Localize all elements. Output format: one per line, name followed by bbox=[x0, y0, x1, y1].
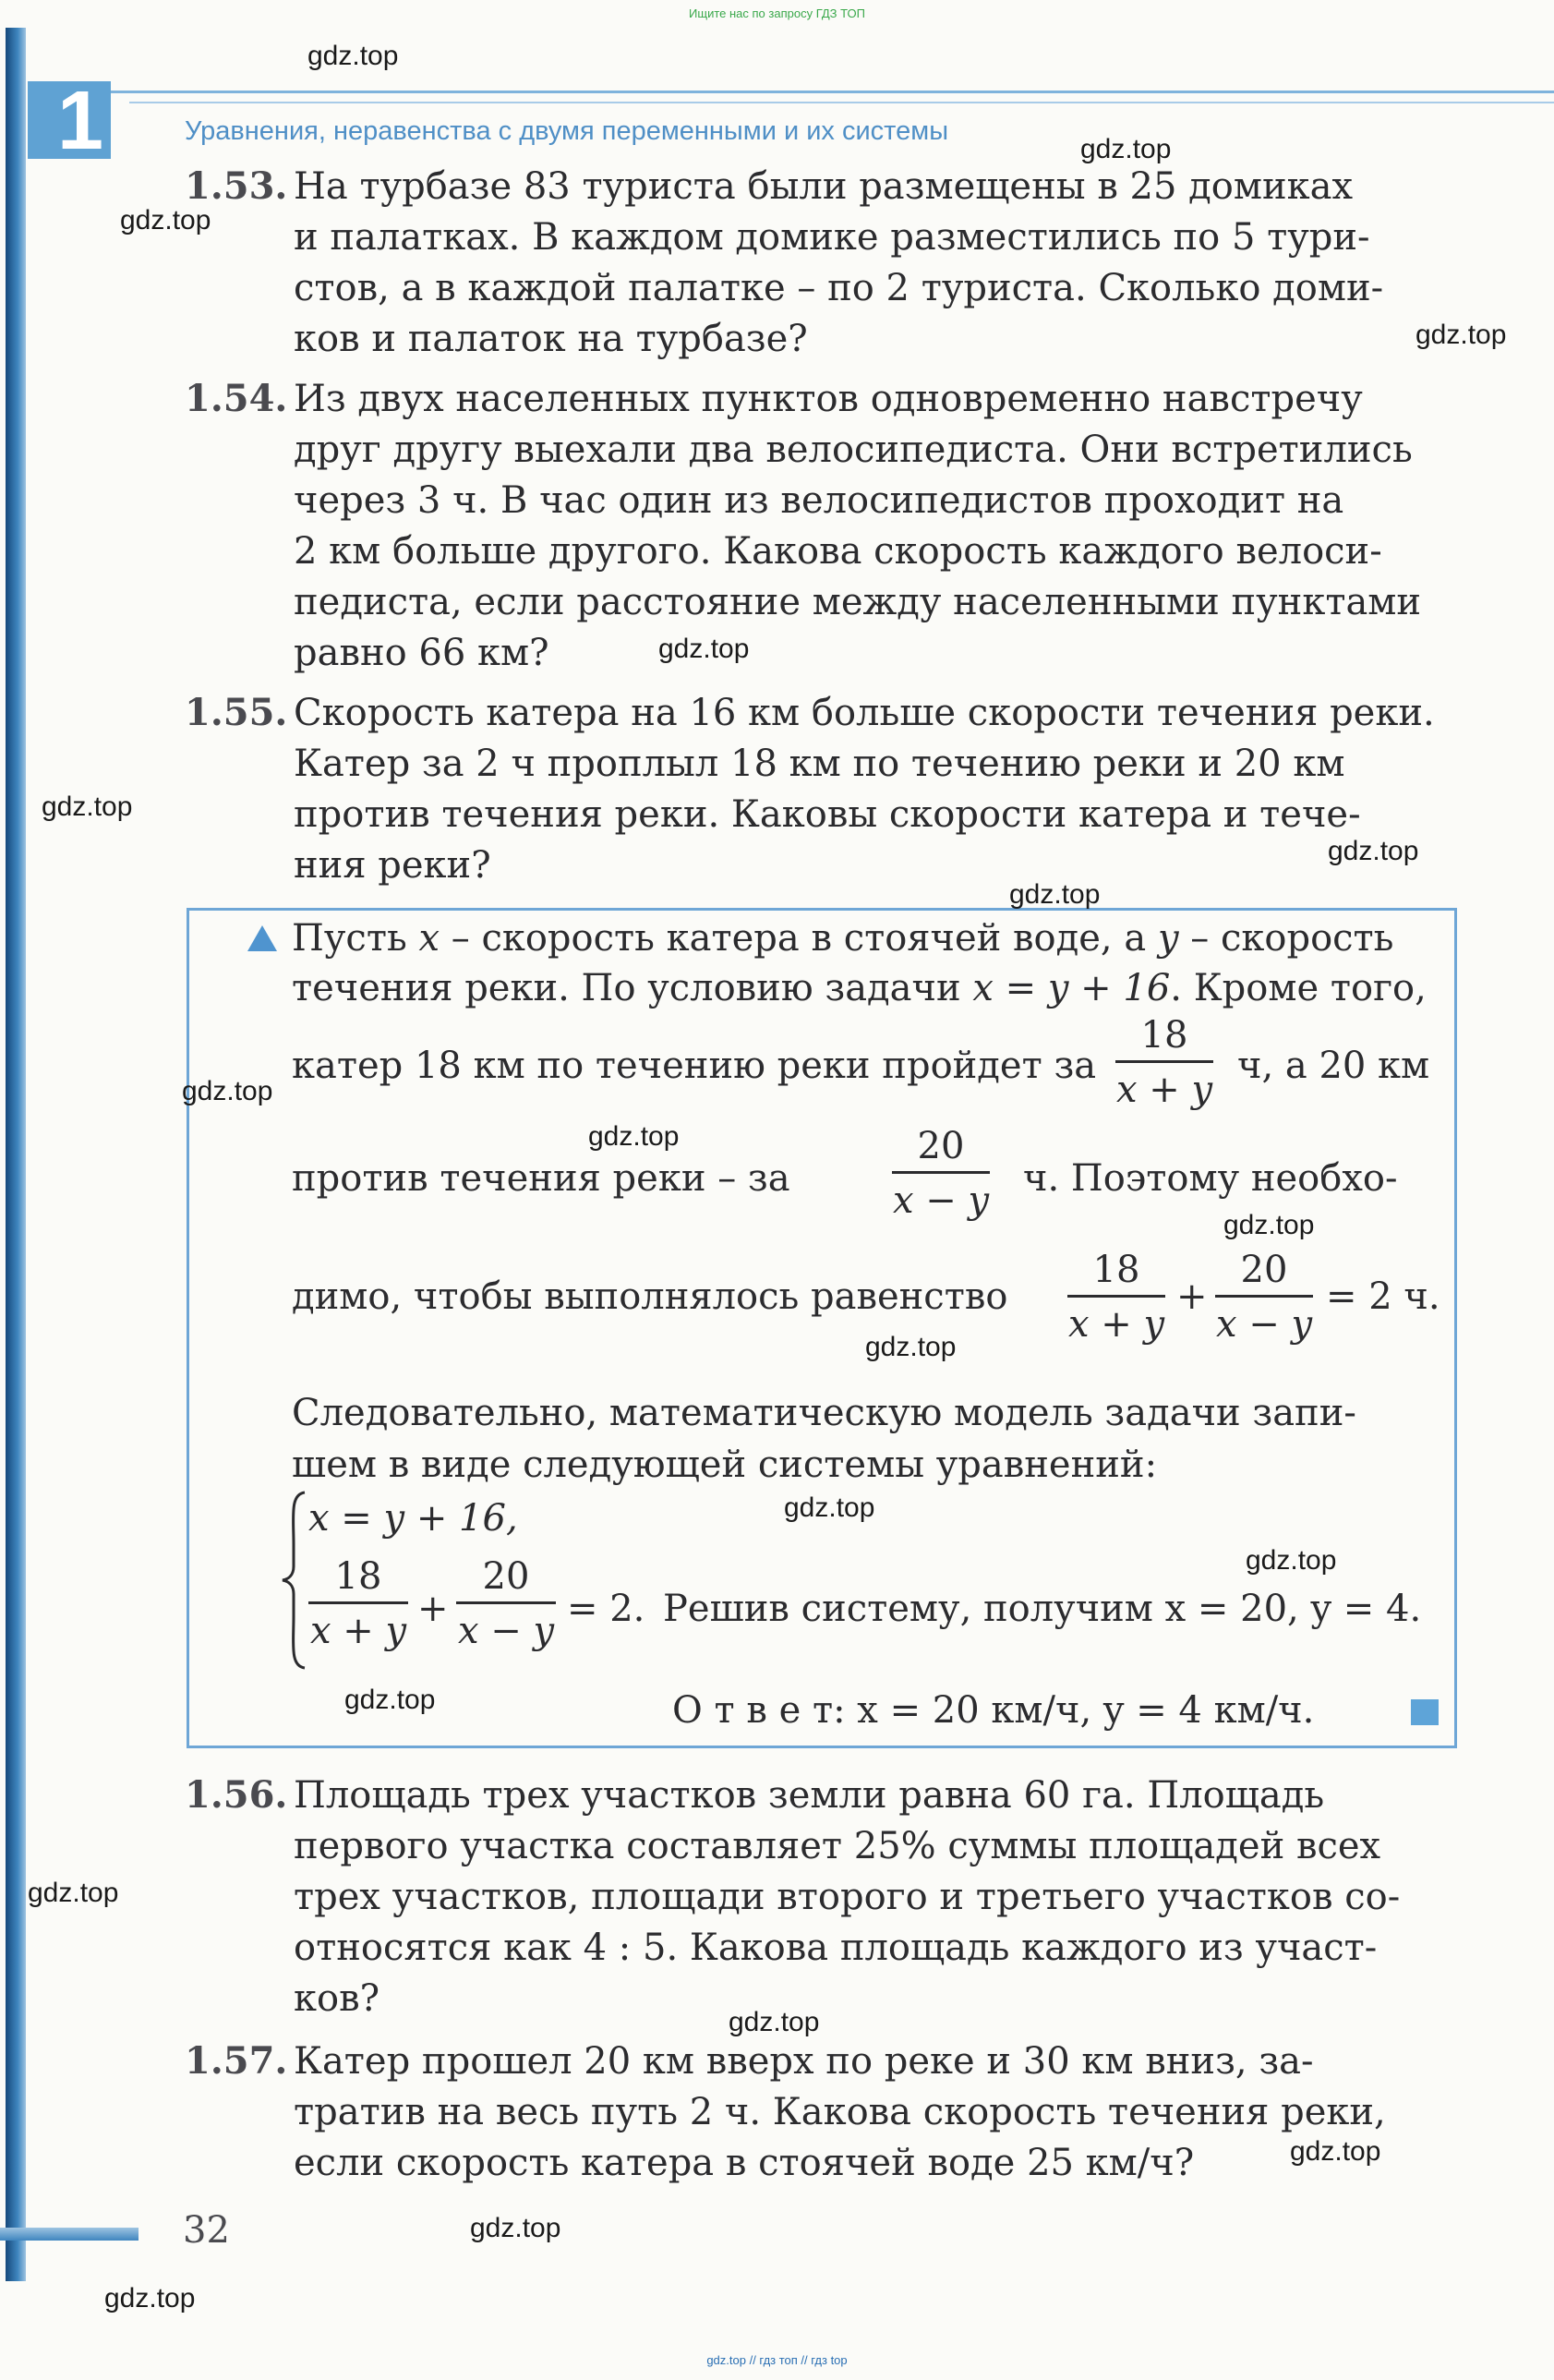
problem-text-line: Скорость катера на 16 км больше скорости течения реки. bbox=[294, 692, 1435, 734]
solution-line-4: против течения реки – за bbox=[292, 1157, 790, 1200]
problem-text-line: равно 66 км? bbox=[294, 632, 549, 674]
problem-text-line: 2 км больше другого. Какова скорость каждого велоси- bbox=[294, 530, 1382, 573]
problem-text-line: если скорость катера в стоячей воде 25 км/ч? bbox=[294, 2142, 1195, 2184]
fraction-18-over-x-plus-y: 18 x + y bbox=[1067, 1249, 1165, 1346]
watermark: gdz.top bbox=[1246, 1545, 1337, 1576]
watermark: gdz.top bbox=[588, 1121, 680, 1152]
problem-text-line: Из двух населенных пунктов одновременно навстречу bbox=[294, 378, 1363, 420]
solution-start-triangle-icon bbox=[247, 925, 277, 951]
chapter-title: Уравнения, неравенства с двумя переменными и их системы bbox=[185, 116, 949, 146]
watermark: gdz.top bbox=[658, 634, 750, 664]
problem-text-line: трех участков, площади второго и третьего участков со- bbox=[294, 1876, 1401, 1918]
watermark: gdz.top bbox=[28, 1878, 119, 1908]
problem-number: 1.57. bbox=[185, 2039, 288, 2083]
watermark: gdz.top bbox=[120, 205, 211, 236]
header-rule bbox=[111, 91, 1554, 93]
watermark: gdz.top bbox=[104, 2283, 196, 2314]
problem-number: 1.56. bbox=[185, 1773, 288, 1817]
problem-text-line: Катер за 2 ч проплыл 18 км по течению реки и 20 км bbox=[294, 743, 1345, 785]
chapter-number: 1 bbox=[57, 75, 104, 167]
watermark: gdz.top bbox=[307, 41, 399, 71]
header-rule-secondary bbox=[129, 102, 1554, 103]
solution-line-4-tail: ч. Поэтому необхо- bbox=[1023, 1157, 1398, 1200]
watermark: gdz.top bbox=[1415, 320, 1507, 350]
problem-text-line: друг другу выехали два велосипедиста. Они встретились bbox=[294, 429, 1413, 471]
watermark: gdz.top bbox=[1009, 879, 1101, 910]
problem-text-line: Катер прошел 20 км вверх по реке и 30 км вниз, за- bbox=[294, 2040, 1314, 2083]
watermark: gdz.top bbox=[470, 2213, 561, 2243]
top-note: Ищите нас по запросу ГДЗ ТОП bbox=[689, 6, 865, 20]
problem-text-line: педиста, если расстояние между населенными пунктами bbox=[294, 581, 1422, 623]
solution-line-3-tail: ч, а 20 км bbox=[1237, 1045, 1430, 1087]
problem-text-line: ния реки? bbox=[294, 844, 491, 887]
watermark: gdz.top bbox=[1223, 1210, 1315, 1240]
problem-text-line: стов, а в каждой палатке – по 2 туриста. Сколько доми- bbox=[294, 267, 1384, 309]
watermark: gdz.top bbox=[344, 1685, 436, 1715]
watermark: gdz.top bbox=[1080, 134, 1172, 164]
solution-end-square-icon bbox=[1411, 1699, 1439, 1725]
watermark: gdz.top bbox=[1290, 2136, 1381, 2167]
problem-number: 1.53. bbox=[185, 164, 288, 208]
problem-text-line: против течения реки. Каковы скорости катера и тече- bbox=[294, 793, 1361, 836]
fraction-20-over-x-minus-y: 20 x − y bbox=[892, 1125, 990, 1222]
watermark: gdz.top bbox=[865, 1332, 957, 1362]
watermark: gdz.top bbox=[42, 791, 133, 822]
watermark: gdz.top bbox=[784, 1492, 875, 1523]
page-number: 32 bbox=[183, 2209, 230, 2252]
problem-number: 1.55. bbox=[185, 691, 288, 734]
problem-text-line: относятся как 4 : 5. Какова площадь каждого из участ- bbox=[294, 1927, 1378, 1969]
left-margin-bar bbox=[6, 28, 26, 2281]
plus-sign: + bbox=[1176, 1275, 1208, 1318]
problem-text-line: тратив на весь путь 2 ч. Какова скорость течения реки, bbox=[294, 2091, 1386, 2133]
solution-line-5: димо, чтобы выполнялось равенство bbox=[292, 1275, 1008, 1318]
answer-line: О т в е т: x = 20 км/ч, y = 4 км/ч. bbox=[672, 1689, 1315, 1732]
problem-text-line: ков и палаток на турбазе? bbox=[294, 318, 808, 360]
equals-2: = 2. bbox=[567, 1588, 645, 1630]
equals-2h: = 2 ч. bbox=[1326, 1275, 1440, 1318]
problem-text-line: На турбазе 83 туриста были размещены в 25 домиках bbox=[294, 165, 1354, 208]
solution-result: Решив систему, получим x = 20, y = 4. bbox=[663, 1588, 1422, 1630]
solution-line-2: течения реки. По условию задачи x = y + 16. Кроме того, bbox=[292, 967, 1427, 1009]
fraction-20-over-x-minus-y: 20 x − y bbox=[1215, 1249, 1313, 1346]
solution-line-6: Следовательно, математическую модель задачи запи- bbox=[292, 1392, 1356, 1434]
problem-text-line: через 3 ч. В час один из велосипедистов проходит на bbox=[294, 479, 1344, 522]
watermark: gdz.top bbox=[182, 1076, 273, 1106]
problem-number: 1.54. bbox=[185, 377, 288, 420]
page-number-bar bbox=[0, 2228, 139, 2241]
problem-text-line: ков? bbox=[294, 1977, 380, 2020]
fraction-18-over-x-plus-y: 18 x + y bbox=[309, 1555, 407, 1652]
problem-text-line: первого участка составляет 25% суммы площадей всех bbox=[294, 1825, 1381, 1867]
watermark: gdz.top bbox=[1328, 836, 1419, 866]
watermark: gdz.top bbox=[729, 2007, 820, 2037]
solution-line-7: шем в виде следующей системы уравнений: bbox=[292, 1444, 1158, 1486]
fraction-18-over-x-plus-y: 18 x + y bbox=[1115, 1014, 1213, 1111]
problem-text-line: и палатках. В каждом домике разместились по 5 тури- bbox=[294, 216, 1370, 259]
fraction-20-over-x-minus-y: 20 x − y bbox=[457, 1555, 555, 1652]
solution-line-3: катер 18 км по течению реки пройдет за bbox=[292, 1045, 1097, 1087]
bottom-note: gdz.top // гдз топ // гдз top bbox=[706, 2353, 848, 2367]
problem-text-line: Площадь трех участков земли равна 60 га. Площадь bbox=[294, 1774, 1325, 1817]
system-equation-1: x = y + 16, bbox=[308, 1497, 518, 1540]
solution-line-1: Пусть x – скорость катера в стоячей воде, а y – скорость bbox=[292, 917, 1394, 960]
plus-sign: + bbox=[417, 1588, 449, 1630]
